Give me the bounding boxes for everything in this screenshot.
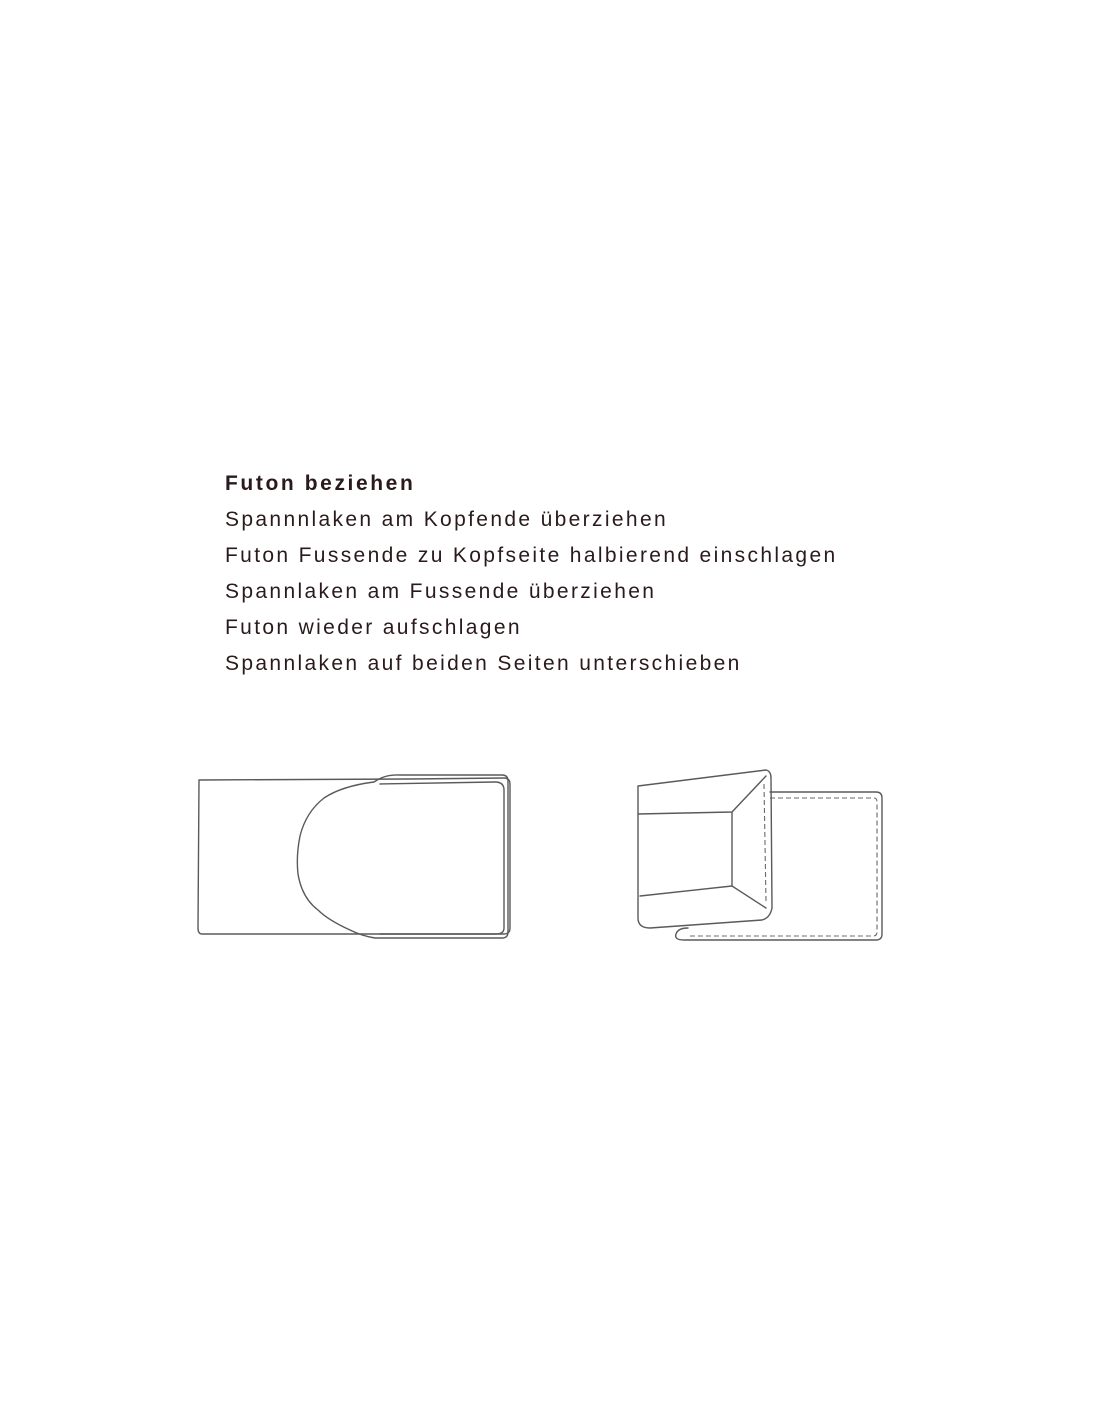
fitted-sheet — [297, 775, 508, 938]
futon-folded-half — [638, 770, 772, 928]
sheet-dashed-edge — [690, 798, 877, 936]
instructions-title: Futon beziehen — [225, 472, 416, 495]
futon-lower-half — [676, 792, 882, 940]
futon-sheet-head-end-illustration — [190, 768, 520, 948]
futon-outline — [198, 778, 510, 934]
futon-folded-illustration — [630, 762, 890, 952]
fold-dashed-edge — [764, 784, 766, 902]
instruction-step-2: Futon Fussende zu Kopfseite halbierend einschlagen — [225, 544, 838, 567]
instruction-steps — [225, 502, 838, 682]
instructions-block — [225, 466, 838, 682]
instruction-step-1: Spannnlaken am Kopfende überziehen — [225, 508, 669, 531]
fold-inner-edge — [732, 812, 766, 908]
sheet-inner-edge — [380, 782, 504, 934]
instruction-step-4: Futon wieder aufschlagen — [225, 616, 522, 639]
instruction-step-5: Spannlaken auf beiden Seiten unterschieben — [225, 652, 742, 675]
instruction-step-3: Spannlaken am Fussende überziehen — [225, 580, 657, 603]
fold-top-edge — [638, 776, 766, 814]
fold-bottom-edge — [640, 886, 732, 896]
